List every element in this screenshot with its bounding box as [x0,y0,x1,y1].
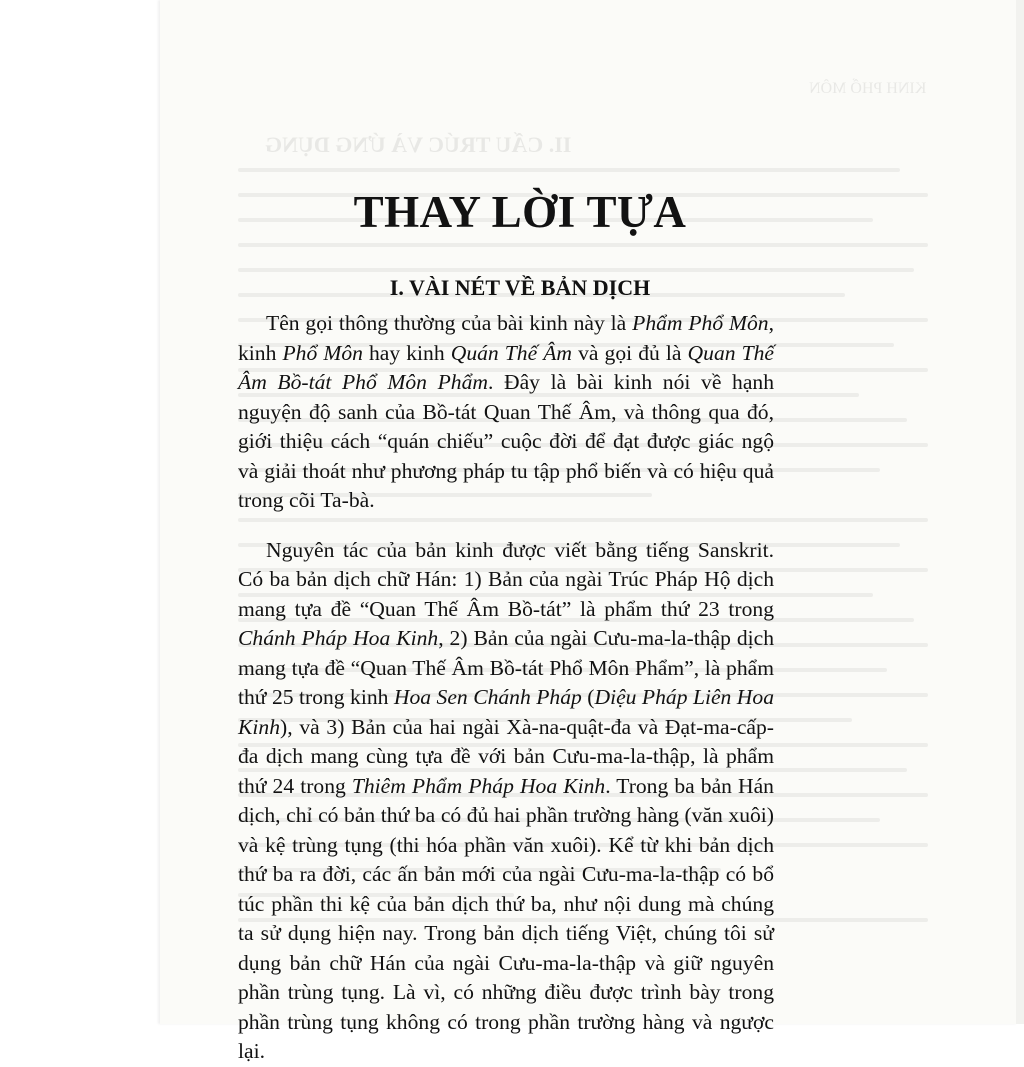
paragraph2-run: , 2) Bản của ngài Cưu-ma-la-thập dịch mang tựa đề “Quan Thế Âm Bồ-tát Phổ Môn Phẩm”, là phẩm thứ 25 trong kinh [238,626,774,709]
paragraph1-run: và gọi đủ là [572,340,688,365]
paragraph1-run: Phổ Môn [282,340,363,365]
paragraph1-run: Quan Thế Âm Bồ-tát Phổ Môn Phẩm [238,340,774,394]
paragraph2-run: ), và 3) Bản của hai ngài Xà-na-quật-đa và Đạt-ma-cấp-đa dịch mang cùng tựa đề với bản Cưu-ma-la-thập, là phẩm thứ 24 trong [238,714,774,798]
paragraph2-run: Chánh Pháp Hoa Kinh [238,626,439,650]
paragraph2-run: Thiêm Phẩm Pháp Hoa Kinh [351,773,606,798]
page-title: THAY LỜI TỰA [353,187,687,237]
paragraph-2 [238,536,774,1067]
paragraph-1 [238,309,774,516]
page-content [238,180,774,1067]
paragraph2-run: Diệu Pháp Liên Hoa Kinh [238,685,774,739]
paragraph1-run: , kinh [238,311,774,365]
page-edge [1016,0,1024,1024]
paragraph2-run: Nguyên tác của bản kinh được viết bằng tiếng Sanskrit. Có ba bản dịch chữ Hán: 1) Bản của ngài Trúc Pháp Hộ dịch mang tựa đề “Quan Thế Âm Bồ-tát” là phẩm thứ 23 trong [238,537,774,621]
paragraph2-run: Hoa Sen Chánh Pháp [393,685,582,709]
paragraph1-run: . Đây là bài kinh nói về hạnh nguyện độ sanh của Bồ-tát Quan Thế Âm, và thông qua đó, giới thiệu cách “quán chiếu” cuộc đời để đạt được giác ngộ và giải thoát như phương pháp tu tập phổ biến và có hiệu quả trong cõi Ta-bà. [238,370,774,512]
paragraph2-run: ( [581,685,595,709]
paragraph1-run: hay kinh [362,340,451,365]
section-heading: I. VÀI NÉT VỀ BẢN DỊCH [389,275,651,300]
paragraph2-run: . Trong ba bản Hán dịch, chỉ có bản thứ ba có đủ hai phần trường hàng (văn xuôi) và kệ trùng tụng (thi hóa phần văn xuôi). Kể từ khi bản dịch thứ ba ra đời, các ấn bản mới của ngài Cưu-ma-la-thập có bổ túc phần thi kệ của bản dịch thứ ba, như nội dung mà chúng ta sử dụng hiện nay. Trong bản dịch tiếng Việt, chúng tôi sử dụng bản chữ Hán của ngài Cưu-ma-la-thập và giữ nguyên phần trùng tụng. Là vì, có những điều được trình bày trong phần trùng tụng không có trong phần trường hàng và ngược lại. [238,773,774,1063]
paragraph1-run: Quán Thế Âm [450,340,573,365]
paragraph1-run: Tên gọi thông thường của bài kinh này là [266,311,633,335]
paragraph1-run: Phẩm Phổ Môn [632,311,769,335]
